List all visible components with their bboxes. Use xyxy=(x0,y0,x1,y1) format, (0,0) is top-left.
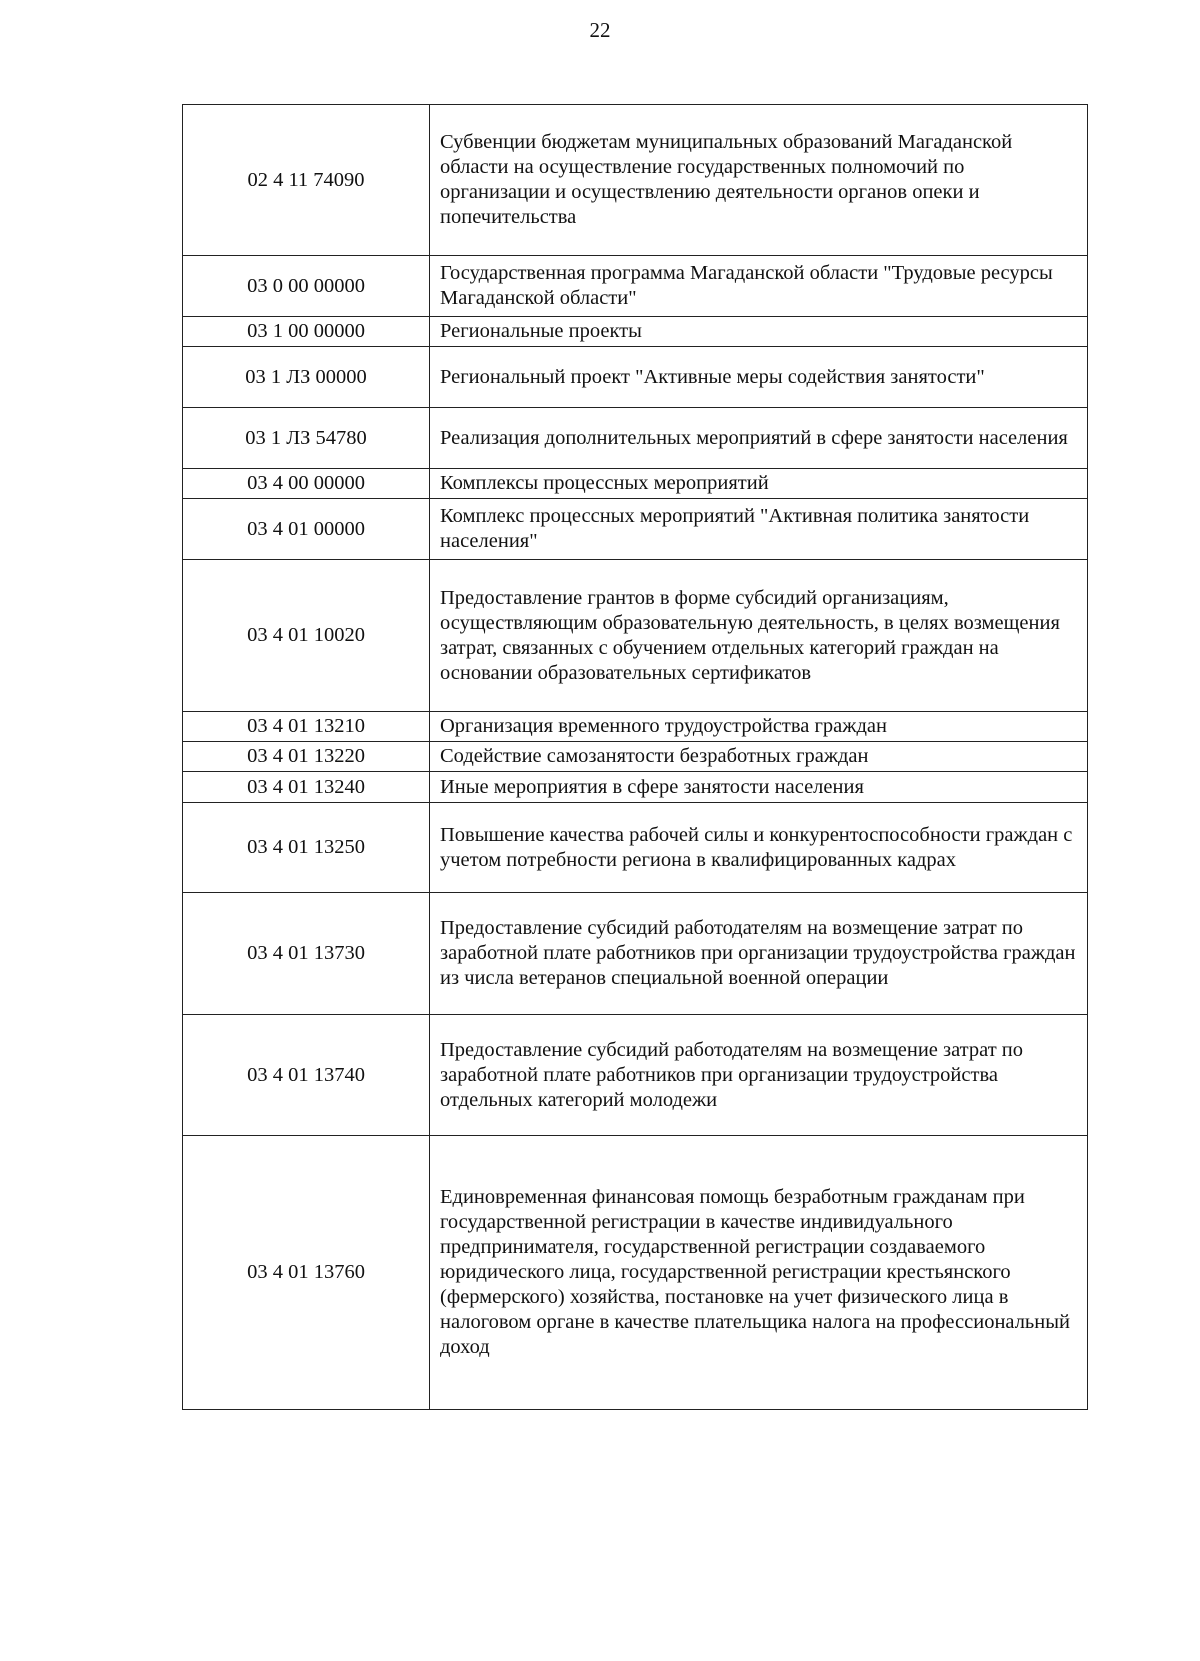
name-cell: Повышение качества рабочей силы и конкурентоспособности граждан с учетом потребности региона в квалифицированных кадрах xyxy=(430,803,1088,893)
code-cell: 03 4 01 13760 xyxy=(183,1136,430,1410)
name-cell: Региональные проекты xyxy=(430,317,1088,347)
code-cell: 02 4 11 74090 xyxy=(183,105,430,256)
code-cell: 03 4 01 13730 xyxy=(183,893,430,1015)
code-cell: 03 4 01 13220 xyxy=(183,742,430,772)
budget-codes-table xyxy=(182,104,1088,1410)
code-cell: 03 4 01 13210 xyxy=(183,712,430,742)
code-cell: 03 4 01 13740 xyxy=(183,1015,430,1136)
table-row xyxy=(183,317,1088,347)
table-row xyxy=(183,408,1088,469)
name-cell: Организация временного трудоустройства граждан xyxy=(430,712,1088,742)
page-number: 22 xyxy=(589,18,611,42)
table-row xyxy=(183,742,1088,772)
table-row xyxy=(183,499,1088,560)
name-cell: Реализация дополнительных мероприятий в сфере занятости населения xyxy=(430,408,1088,469)
table-row xyxy=(183,772,1088,803)
table-row xyxy=(183,105,1088,256)
table-row xyxy=(183,712,1088,742)
code-cell: 03 4 01 13250 xyxy=(183,803,430,893)
code-cell: 03 0 00 00000 xyxy=(183,256,430,317)
name-cell: Единовременная финансовая помощь безработным гражданам при государственной регистрации в качестве индивидуального предпринимателя, государственной регистрации создаваемого юридического лица, государственной регистрации крестьянского (фермерского) хозяйства, постановке на учет физического лица в налоговом органе в качестве плательщика налога на профессиональный доход xyxy=(430,1136,1088,1410)
table-row xyxy=(183,469,1088,499)
name-cell: Предоставление грантов в форме субсидий организациям, осуществляющим образовательную деятельность, в целях возмещения затрат, связанных с обучением отдельных категорий граждан на основании образовательных сертификатов xyxy=(430,560,1088,712)
name-cell: Комплексы процессных мероприятий xyxy=(430,469,1088,499)
name-cell: Региональный проект "Активные меры содействия занятости" xyxy=(430,347,1088,408)
code-cell: 03 4 01 10020 xyxy=(183,560,430,712)
table-row xyxy=(183,560,1088,712)
table-row xyxy=(183,803,1088,893)
name-cell: Иные мероприятия в сфере занятости населения xyxy=(430,772,1088,803)
table-row xyxy=(183,1136,1088,1410)
code-cell: 03 4 01 00000 xyxy=(183,499,430,560)
name-cell: Содействие самозанятости безработных граждан xyxy=(430,742,1088,772)
code-cell: 03 4 00 00000 xyxy=(183,469,430,499)
table-row xyxy=(183,893,1088,1015)
table-row xyxy=(183,347,1088,408)
table-row xyxy=(183,256,1088,317)
name-cell: Государственная программа Магаданской области "Трудовые ресурсы Магаданской области" xyxy=(430,256,1088,317)
name-cell: Предоставление субсидий работодателям на возмещение затрат по заработной плате работников при организации трудоустройства граждан из числа ветеранов специальной военной операции xyxy=(430,893,1088,1015)
code-cell: 03 1 ЛЗ 54780 xyxy=(183,408,430,469)
name-cell: Субвенции бюджетам муниципальных образований Магаданской области на осуществление государственных полномочий по организации и осуществлению деятельности органов опеки и попечительства xyxy=(430,105,1088,256)
code-cell: 03 1 ЛЗ 00000 xyxy=(183,347,430,408)
code-cell: 03 1 00 00000 xyxy=(183,317,430,347)
code-cell: 03 4 01 13240 xyxy=(183,772,430,803)
name-cell: Предоставление субсидий работодателям на возмещение затрат по заработной плате работников при организации трудоустройства отдельных категорий молодежи xyxy=(430,1015,1088,1136)
table-row xyxy=(183,1015,1088,1136)
name-cell: Комплекс процессных мероприятий "Активная политика занятости населения" xyxy=(430,499,1088,560)
